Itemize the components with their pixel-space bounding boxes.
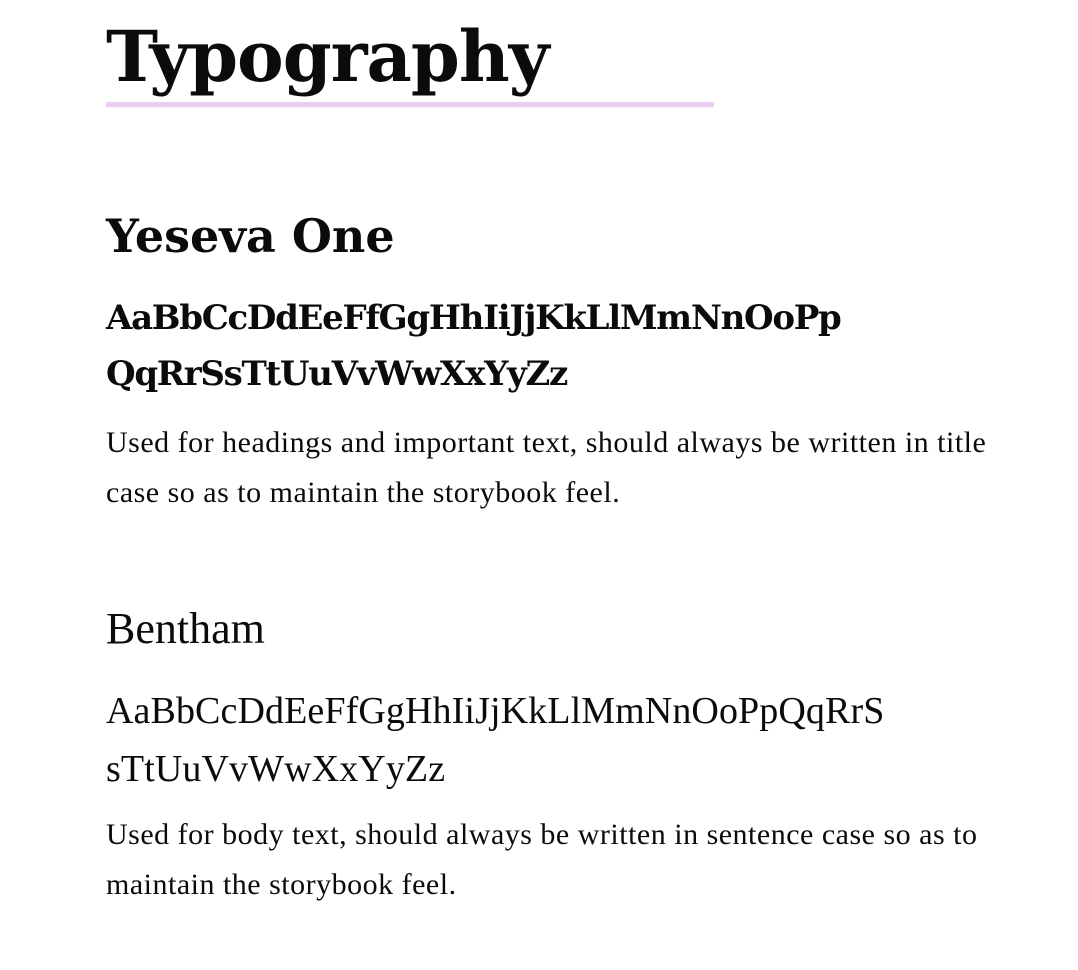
title-underline: [106, 102, 714, 107]
font-description-heading: Used for headings and important text, should always be written in title case so as to maintain the storybook feel.: [106, 426, 987, 509]
alphabet-line: AaBbCcDdEeFfGgHhIiJjKkLlMmNnOoPpQqRrS: [106, 690, 885, 732]
font-name-body: Bentham: [106, 604, 265, 653]
alphabet-line: QqRrSsTtUuVvWwXxYyZz: [106, 354, 568, 394]
alphabet-sample-body: [106, 682, 884, 798]
font-description-body: Used for body text, should always be written in sentence case so as to maintain the storybook feel.: [106, 818, 978, 901]
alphabet-sample-heading: [106, 290, 841, 402]
alphabet-line: AaBbCcDdEeFfGgHhIiJjKkLlMmNnOoPp: [106, 298, 841, 338]
alphabet-line: sTtUuVvWwXxYyZz: [106, 748, 446, 790]
page-title: Typography: [106, 15, 549, 98]
font-name-heading: Yeseva One: [106, 209, 395, 263]
